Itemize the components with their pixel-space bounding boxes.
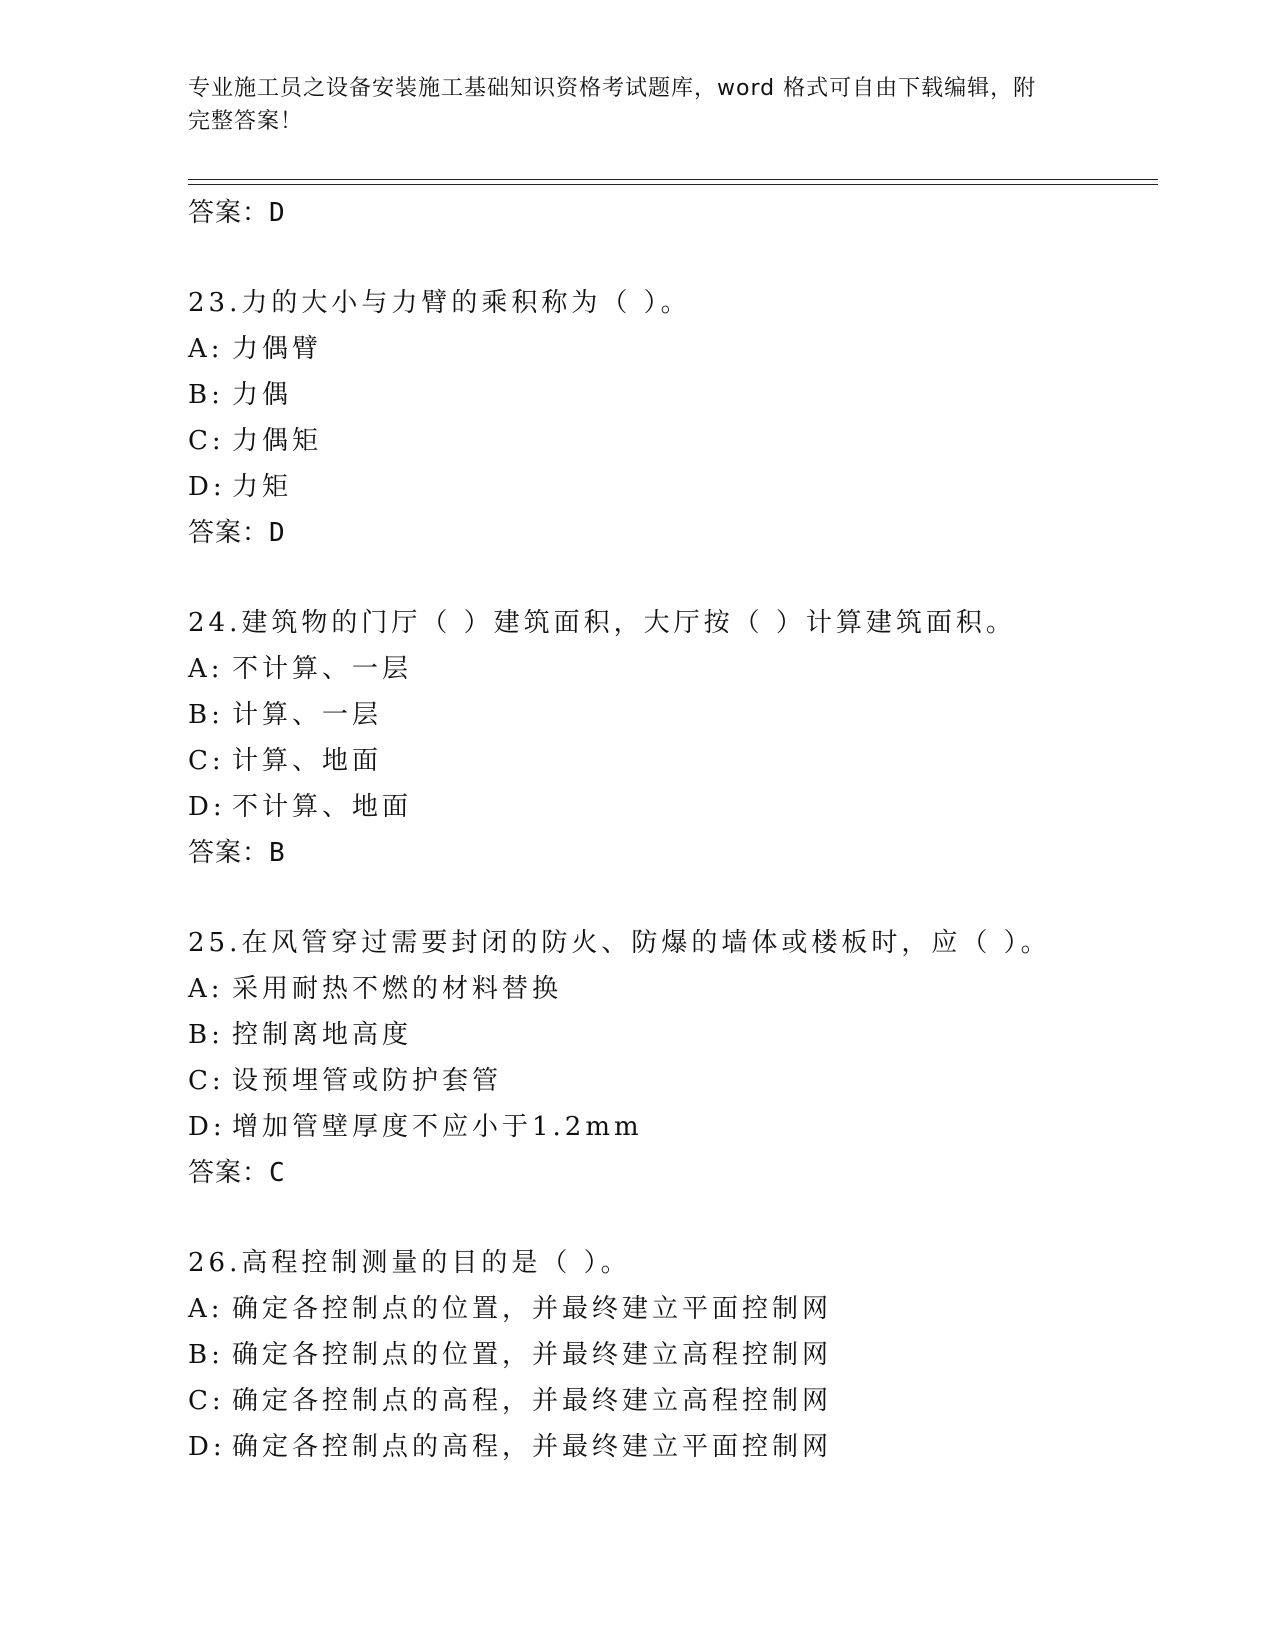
- option-text: 设预埋管或防护套管: [232, 1066, 503, 1096]
- question-block: [188, 920, 1158, 1196]
- option-b: [188, 372, 1158, 418]
- option-letter: D:: [188, 1112, 226, 1142]
- option-letter: A:: [188, 334, 224, 364]
- option-text: 增加管壁厚度不应小于1.2mm: [232, 1112, 643, 1142]
- answer-label: 答案：: [188, 198, 270, 228]
- option-letter: B:: [188, 380, 224, 410]
- answer-value: D: [269, 198, 286, 228]
- option-text: 力偶臂: [232, 334, 323, 364]
- option-letter: C:: [188, 746, 225, 776]
- option-text: 力矩: [232, 472, 293, 502]
- option-text: 计算、一层: [232, 700, 383, 730]
- option-letter: A:: [188, 974, 224, 1004]
- option-text: 确定各控制点的高程，并最终建立高程控制网: [232, 1386, 833, 1416]
- answer-value: C: [269, 1158, 286, 1188]
- option-d: [188, 1104, 1158, 1150]
- option-a: [188, 1286, 1158, 1332]
- question-title: 26.高程控制测量的目的是（ ）。: [188, 1248, 631, 1278]
- option-text: 确定各控制点的位置，并最终建立平面控制网: [232, 1294, 833, 1324]
- option-letter: C:: [188, 1066, 225, 1096]
- question-title: 25.在风管穿过需要封闭的防火、防爆的墙体或楼板时，应（ ）。: [188, 928, 1051, 958]
- option-letter: B:: [188, 700, 224, 730]
- option-text: 力偶: [232, 380, 293, 410]
- question-block: [188, 1240, 1158, 1470]
- option-text: 不计算、一层: [232, 654, 413, 684]
- answer-line: [188, 190, 1158, 236]
- option-letter: C:: [188, 426, 225, 456]
- option-letter: D:: [188, 792, 226, 822]
- option-b: [188, 692, 1158, 738]
- answer-label: 答案：: [188, 518, 270, 548]
- option-b: [188, 1012, 1158, 1058]
- answer-line: [188, 830, 1158, 876]
- option-text: 计算、地面: [232, 746, 383, 776]
- option-d: [188, 464, 1158, 510]
- option-letter: A:: [188, 1294, 224, 1324]
- option-a: [188, 966, 1158, 1012]
- option-text: 控制离地高度: [232, 1020, 413, 1050]
- option-b: [188, 1332, 1158, 1378]
- option-letter: A:: [188, 654, 224, 684]
- question-title: 23.力的大小与力臂的乘积称为（ ）。: [188, 288, 691, 318]
- answer-line: [188, 510, 1158, 556]
- option-letter: B:: [188, 1020, 224, 1050]
- header-rule-top: [188, 179, 1158, 180]
- option-letter: B:: [188, 1340, 224, 1370]
- option-c: [188, 418, 1158, 464]
- document-header: 专业施工员之设备安装施工基础知识资格考试题库，word 格式可自由下载编辑，附完整答案！: [188, 76, 1037, 134]
- option-a: [188, 326, 1158, 372]
- option-c: [188, 738, 1158, 784]
- answer-label: 答案：: [188, 838, 270, 868]
- option-c: [188, 1058, 1158, 1104]
- header-rule-bottom: [188, 184, 1158, 185]
- question-block: [188, 600, 1158, 876]
- document-content: [188, 190, 1158, 1470]
- option-c: [188, 1378, 1158, 1424]
- option-a: [188, 646, 1158, 692]
- option-letter: D:: [188, 1432, 226, 1462]
- question-title: 24.建筑物的门厅（ ）建筑面积，大厅按（ ）计算建筑面积。: [188, 608, 1016, 638]
- option-text: 采用耐热不燃的材料替换: [232, 974, 563, 1004]
- answer-value: D: [269, 518, 286, 548]
- option-text: 力偶矩: [232, 426, 323, 456]
- answer-line: [188, 1150, 1158, 1196]
- option-d: [188, 1424, 1158, 1470]
- option-letter: D:: [188, 472, 226, 502]
- option-letter: C:: [188, 1386, 225, 1416]
- answer-value: B: [269, 838, 286, 868]
- option-d: [188, 784, 1158, 830]
- option-text: 确定各控制点的位置，并最终建立高程控制网: [232, 1340, 833, 1370]
- option-text: 不计算、地面: [232, 792, 413, 822]
- option-text: 确定各控制点的高程，并最终建立平面控制网: [232, 1432, 833, 1462]
- question-block: [188, 280, 1158, 556]
- answer-label: 答案：: [188, 1158, 270, 1188]
